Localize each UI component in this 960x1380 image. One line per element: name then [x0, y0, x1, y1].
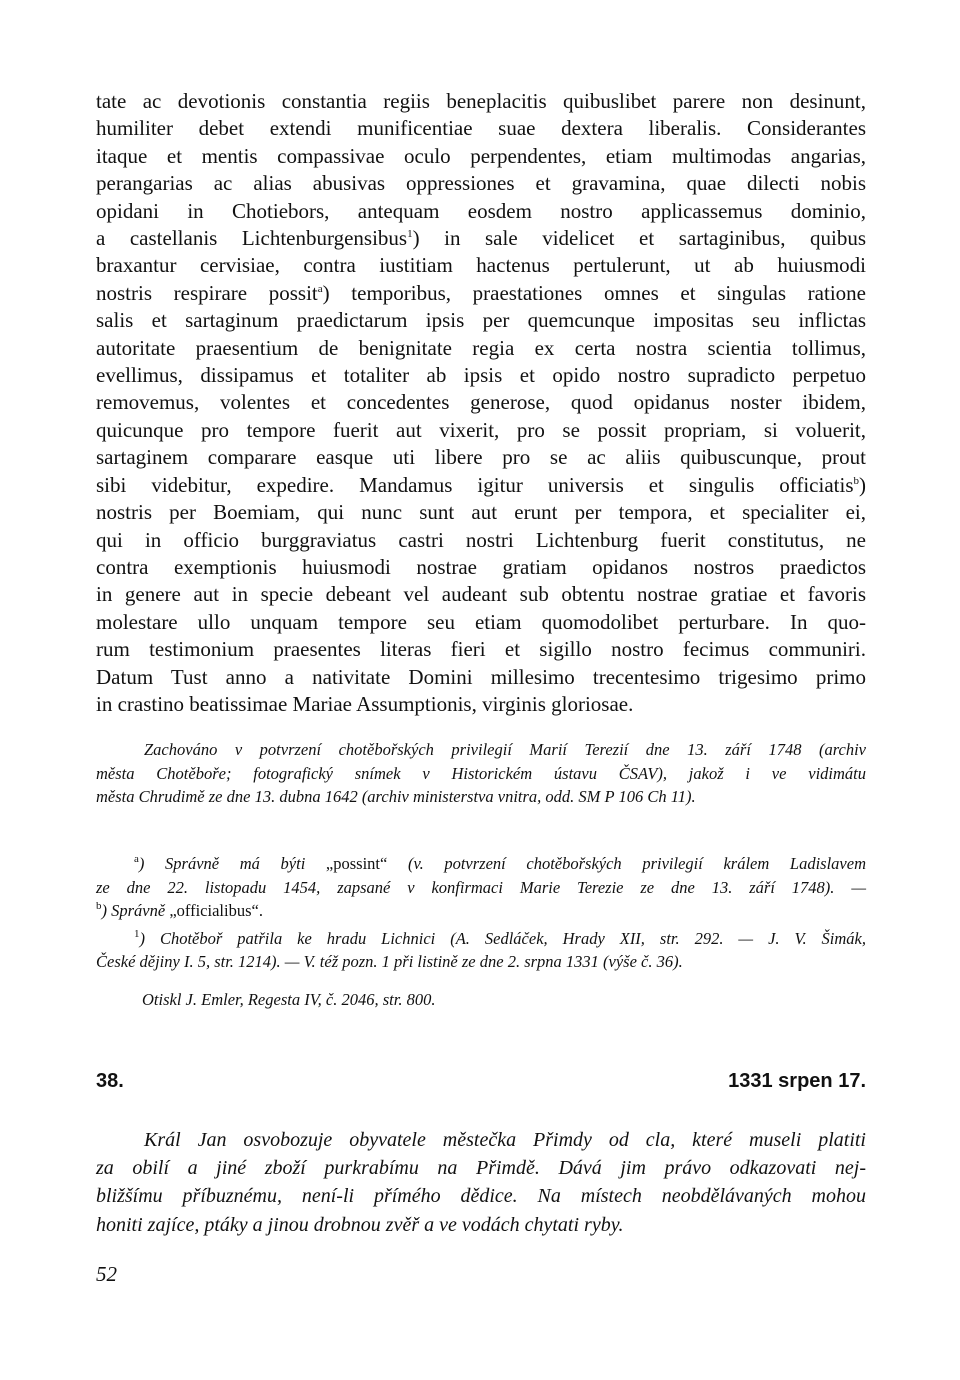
note-line: Zachováno v potvrzení chotěbořských privilegií Marií Terezií dne 13. září 1748 (archiv [144, 740, 866, 759]
text-line: perangarias ac alias abusivas oppressiones et gravamina, quae dilecti nobis [96, 171, 866, 196]
footnote-text: ) Chotěboř patřila ke hradu Lichnici (A. Sedláček, Hrady XII, str. 292. — J. V. Šimák, [139, 928, 866, 948]
footnote-text: ) Správně má býti [138, 854, 326, 873]
text-line: contra exemptionis huiusmodi nostrae gratiam opidanos nostros praedictos [96, 554, 866, 579]
text-line: humiliter debet extendi munificentiae suae dextera liberalis. Considerantes [96, 116, 866, 141]
footnote-quote: „possint“ [325, 854, 388, 873]
footnote-marker-b: b [96, 900, 102, 912]
note-line: města Chrudimě ze dne 13. dubna 1642 (archiv ministerstva vnitra, odd. SM P 106 Ch 11). [96, 787, 696, 806]
text-fragment: sibi videbitur, expedire. Mandamus igitur universis et singulis officiatis [96, 472, 854, 497]
document-header [96, 1070, 866, 1093]
footnote-1 [96, 927, 866, 951]
footnote-ref-b: b [853, 474, 859, 487]
text-line: rum testimonium praesentes literas fieri et sigillo nostro fecimus communiri. [96, 637, 866, 662]
text-fragment: ) [859, 472, 866, 497]
text-fragment: ) temporibus, praestationes omnes et singulas ratione [322, 280, 866, 305]
document-date: 1331 srpen 17. [728, 1070, 866, 1092]
text-line-footnote-1 [96, 225, 866, 252]
footnote-b [96, 899, 866, 923]
text-line: Datum Tust anno a nativitate Domini millesimo trecentesimo trigesimo primo [96, 664, 866, 689]
page-number: 52 [96, 1262, 117, 1286]
text-line: in genere aut in specie debeant vel audeant sub obtentu nostrae gratiae et favoris [96, 582, 866, 607]
footnotes [96, 852, 866, 974]
regest-line: Král Jan osvobozuje obyvatele městečka Přimdy od cla, které museli platiti [144, 1129, 866, 1151]
footnote-quote: „officialibus“. [169, 901, 263, 920]
text-line: braxantur cervisiae, contra iustitiam hactenus pertulerunt, ut ab huiusmodi [96, 253, 866, 278]
regest-line: bližšímu příbuznému, není-li přímého dědice. Na místech neobdělávaných mohou [96, 1185, 866, 1208]
footnote-a-continued: ze dne 22. listopadu 1454, zapsané v konfirmaci Marie Terezie ze dne 13. září 1748). — [96, 877, 866, 897]
regest-summary [96, 1126, 866, 1239]
text-line: sartaginem comparare easque uti libere pro se ac aliis quibuscunque, prout [96, 445, 866, 470]
footnote-marker-1: 1 [134, 927, 140, 940]
document-number: 38. [96, 1070, 124, 1092]
text-line: nostris per Boemiam, qui nunc sunt aut erunt per tempora, et specialiter ei, [96, 500, 866, 525]
edition-note: Otiskl J. Emler, Regesta IV, č. 2046, str. 800. [142, 990, 436, 1009]
text-line: quicunque pro tempore fuerit aut vixerit, pro se possit propriam, si voluerit, [96, 417, 866, 442]
text-line-footnote-b [96, 472, 866, 499]
note-line: města Chotěboře; fotografický snímek v Historickém ústavu ČSAV), jakož i ve vidimátu [96, 763, 866, 783]
regest-line: za obilí a jiné zboží purkrabímu na Přimdě. Dává jim právo odkazovati nej- [96, 1157, 866, 1180]
text-fragment: ) in sale videlicet et sartaginibus, quibus [412, 226, 866, 251]
text-line: in crastino beatissimae Mariae Assumptionis, virginis gloriosae. [96, 691, 634, 716]
footnote-ref-1: 1 [407, 228, 413, 241]
footnote-text: ) Správně [101, 901, 170, 920]
text-line-footnote-a [96, 280, 866, 307]
text-line: removemus, volentes et concedentes generose, quod opidanus noster ibidem, [96, 390, 866, 415]
text-line: tate ac devotionis constantia regiis beneplacitis quibuslibet parere non desinunt, [96, 89, 866, 113]
text-line: itaque et mentis compassivae oculo perpendentes, etiam multimodas angarias, [96, 143, 866, 168]
text-fragment: nostris respirare possit [96, 280, 318, 305]
footnote-a [96, 852, 866, 876]
footnote-text: (v. potvrzení chotěbořských privilegií králem Ladislavem [387, 854, 866, 873]
text-line: qui in officio burggraviatus castri nostri Lichtenburg fuerit constitutus, ne [96, 527, 866, 552]
footnote-ref-a: a [317, 282, 323, 295]
main-latin-text [96, 88, 866, 718]
footnote-marker-a: a [134, 853, 139, 865]
text-line: autoritate praesentium de benignitate regia ex certa nostra scientia tollimus, [96, 335, 866, 360]
text-fragment: a castellanis Lichtenburgensibus [96, 226, 408, 251]
text-line: salis et sartaginum praedictarum ipsis per quemcunque impositas seu inflictas [96, 308, 866, 333]
preservation-note [96, 738, 866, 809]
text-line: molestare ullo unquam tempore seu etiam quomodolibet perturbare. In quo- [96, 609, 866, 634]
footnote-1-continued: České dějiny I. 5, str. 1214). — V. též pozn. 1 při listině ze dne 2. srpna 1331 (výše č. 36). [96, 952, 683, 971]
regest-line: honiti zajíce, ptáky a jinou drobnou zvěř a ve vodách chytati ryby. [96, 1213, 624, 1236]
text-line: opidani in Chotiebors, antequam eosdem nostro applicassemus dominio, [96, 198, 866, 223]
text-line: evellimus, dissipamus et totaliter ab ipsis et opido nostro supradicto perpetuo [96, 363, 866, 388]
